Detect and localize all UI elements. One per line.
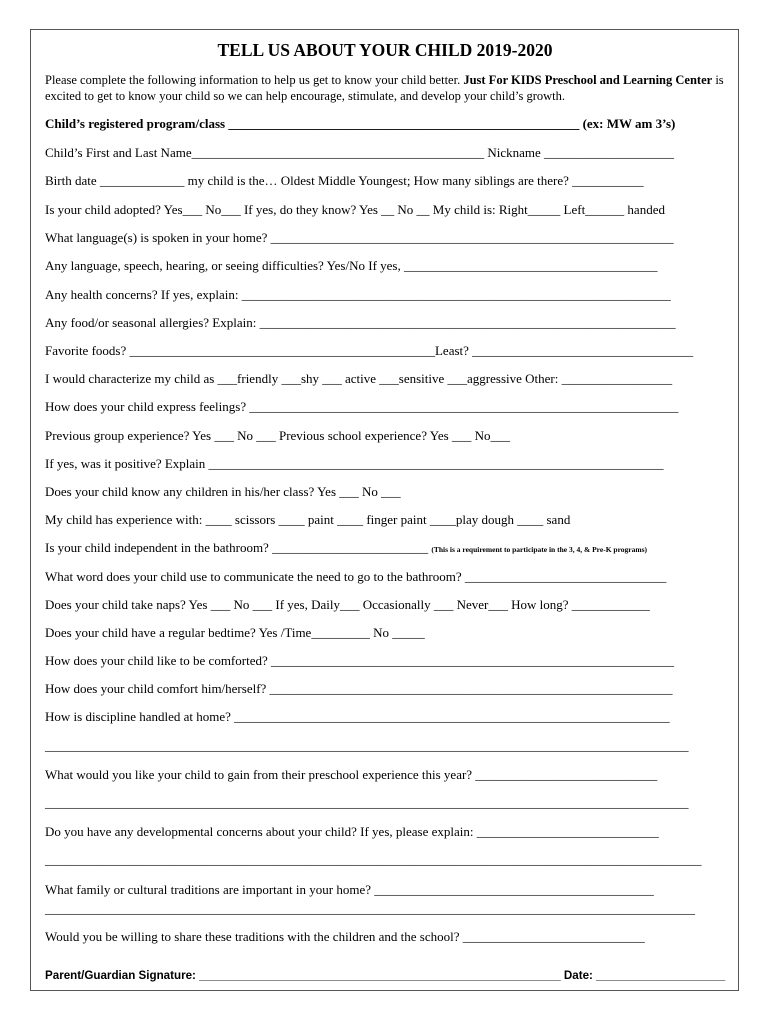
traditions-field[interactable]: What family or cultural traditions are important in your home? ___________________________________________ <box>45 882 654 897</box>
characterize-field[interactable]: I would characterize my child as ___friendly ___shy ___ active ___sensitive ___aggressive Other: _________________ <box>45 371 673 386</box>
adopted-field[interactable]: Is your child adopted? Yes___ No___ If yes, do they know? Yes __ No __ My child is: Right_____ Left______ handed <box>45 202 665 217</box>
bathroom-independent-field[interactable] <box>45 540 647 558</box>
intro-text-2: is excited to get to know your child so we can help encourage, stimulate, and develop your child’s growth. <box>45 73 724 103</box>
positive-explain-field[interactable]: If yes, was it positive? Explain ______________________________________________________________________ <box>45 456 664 471</box>
comfort-self-field[interactable]: How does your child comfort him/herself? ______________________________________________________________ <box>45 681 673 696</box>
intro-paragraph <box>45 72 735 104</box>
share-traditions-field[interactable]: Would you be willing to share these traditions with the children and the school? ____________________________ <box>45 929 645 944</box>
traditions-continuation-line[interactable]: ____________________________________________________________________________________________________ <box>45 901 695 916</box>
experience-with-field[interactable]: My child has experience with: ____ scissors ____ paint ____ finger paint ____play dough ____ sand <box>45 512 571 527</box>
preschool-gain-continuation-line[interactable]: ___________________________________________________________________________________________________ <box>45 795 689 810</box>
discipline-continuation-line[interactable]: ___________________________________________________________________________________________________ <box>45 738 689 753</box>
comforted-field[interactable]: How does your child like to be comforted? ______________________________________________________________ <box>45 653 674 668</box>
know-children-field[interactable]: Does your child know any children in his/her class? Yes ___ No ___ <box>45 484 401 499</box>
naps-field[interactable]: Does your child take naps? Yes ___ No ___ If yes, Daily___ Occasionally ___ Never___ How long? ____________ <box>45 597 650 612</box>
intro-text-1: Please complete the following information to help us get to know your child better. <box>45 73 464 87</box>
language-field[interactable]: What language(s) is spoken in your home? ______________________________________________________________ <box>45 230 674 245</box>
group-experience-field[interactable]: Previous group experience? Yes ___ No ___ Previous school experience? Yes ___ No___ <box>45 428 511 443</box>
difficulties-field[interactable]: Any language, speech, hearing, or seeing difficulties? Yes/No If yes, _______________________________________ <box>45 258 658 273</box>
developmental-continuation-line[interactable]: _____________________________________________________________________________________________________ <box>45 852 702 867</box>
bathroom-word-field[interactable]: What word does your child use to communicate the need to go to the bathroom? _______________________________ <box>45 569 667 584</box>
favorite-foods-field[interactable]: Favorite foods? _______________________________________________Least? __________________________________ <box>45 343 694 358</box>
bedtime-field[interactable]: Does your child have a regular bedtime? Yes /Time_________ No _____ <box>45 625 425 640</box>
feelings-field[interactable]: How does your child express feelings? __________________________________________________________________ <box>45 399 679 414</box>
bathroom-requirement-note: (This is a requirement to participate in the 3, 4, & Pre-K programs) <box>431 545 648 554</box>
form-title: TELL US ABOUT YOUR CHILD 2019-2020 <box>217 40 553 60</box>
intro-school-name: Just For KIDS Preschool and Learning Center <box>463 73 713 87</box>
signature-date-line[interactable]: Parent/Guardian Signature: ________________________________________________________ Date: ____________________ <box>45 968 726 982</box>
birth-date-field[interactable]: Birth date _____________ my child is the… Oldest Middle Youngest; How many siblings are there? ___________ <box>45 173 644 188</box>
allergies-field[interactable]: Any food/or seasonal allergies? Explain: ________________________________________________________________ <box>45 315 676 330</box>
program-class-field[interactable]: Child’s registered program/class ______________________________________________________ (ex: MW am 3’s) <box>45 116 676 131</box>
discipline-field[interactable]: How is discipline handled at home? ___________________________________________________________________ <box>45 709 670 724</box>
child-name-field[interactable]: Child’s First and Last Name_____________________________________________ Nickname ____________________ <box>45 145 675 160</box>
developmental-concerns-field[interactable]: Do you have any developmental concerns about your child? If yes, please explain: ____________________________ <box>45 824 659 839</box>
preschool-gain-field[interactable]: What would you like your child to gain from their preschool experience this year? ____________________________ <box>45 767 658 782</box>
bathroom-question: Is your child independent in the bathroom? ________________________ <box>45 540 432 555</box>
health-concerns-field[interactable]: Any health concerns? If yes, explain: __________________________________________________________________ <box>45 287 671 302</box>
